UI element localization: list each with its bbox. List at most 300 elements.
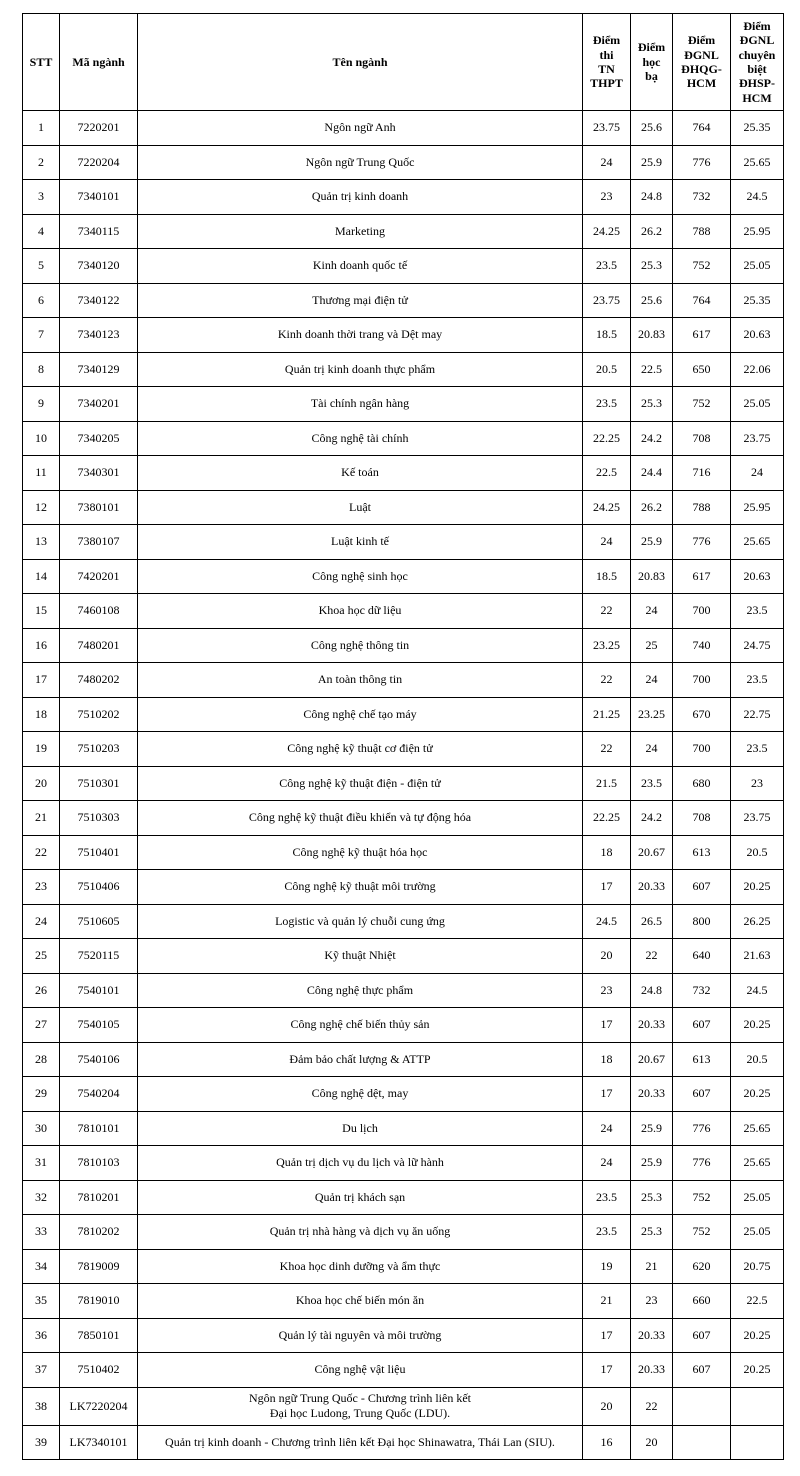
- cell-dgnl-dhsp-score: 20.5: [731, 835, 784, 870]
- admission-scores-table: [22, 13, 784, 1460]
- table-row: [23, 939, 784, 974]
- cell-dgnl-dhqg-score: 640: [673, 939, 731, 974]
- cell-dgnl-dhqg-score: 617: [673, 559, 731, 594]
- cell-name: Công nghệ sinh học: [138, 559, 583, 594]
- cell-code: 7480201: [60, 628, 138, 663]
- cell-stt: 7: [23, 318, 60, 353]
- cell-dgnl-dhqg-score: 708: [673, 421, 731, 456]
- cell-code: 7810202: [60, 1215, 138, 1250]
- cell-dgnl-dhqg-score: 660: [673, 1284, 731, 1319]
- cell-thpt-score: 20: [583, 1387, 631, 1425]
- table-row: [23, 1146, 784, 1181]
- table-row: [23, 352, 784, 387]
- cell-hocba-score: 20.33: [631, 870, 673, 905]
- cell-dgnl-dhsp-score: 25.65: [731, 525, 784, 560]
- cell-code: 7220204: [60, 145, 138, 180]
- cell-dgnl-dhqg-score: 788: [673, 214, 731, 249]
- cell-stt: 6: [23, 283, 60, 318]
- table-row: [23, 145, 784, 180]
- cell-dgnl-dhsp-score: [731, 1387, 784, 1425]
- cell-hocba-score: 25.9: [631, 1111, 673, 1146]
- cell-name-line: Đại học Ludong, Trung Quốc (LDU).: [269, 1406, 451, 1420]
- cell-hocba-score: 24: [631, 663, 673, 698]
- table-row: [23, 1042, 784, 1077]
- cell-stt: 24: [23, 904, 60, 939]
- cell-code: 7819009: [60, 1249, 138, 1284]
- cell-name: Luật: [138, 490, 583, 525]
- cell-thpt-score: 23.75: [583, 283, 631, 318]
- cell-name: Quản trị kinh doanh - Chương trình liên kết Đại học Shinawatra, Thái Lan (SIU).: [138, 1425, 583, 1460]
- cell-thpt-score: 18.5: [583, 559, 631, 594]
- cell-stt: 27: [23, 1008, 60, 1043]
- cell-stt: 29: [23, 1077, 60, 1112]
- cell-name: Công nghệ kỹ thuật điều khiển và tự động hóa: [138, 801, 583, 836]
- cell-dgnl-dhsp-score: 23.5: [731, 594, 784, 629]
- cell-stt: 8: [23, 352, 60, 387]
- table-row: [23, 870, 784, 905]
- cell-dgnl-dhqg-score: 776: [673, 1146, 731, 1181]
- cell-code: 7810103: [60, 1146, 138, 1181]
- cell-dgnl-dhqg-score: 776: [673, 145, 731, 180]
- cell-dgnl-dhsp-score: 23: [731, 766, 784, 801]
- cell-thpt-score: 24: [583, 525, 631, 560]
- cell-dgnl-dhsp-score: 21.63: [731, 939, 784, 974]
- cell-stt: 28: [23, 1042, 60, 1077]
- cell-hocba-score: 25.9: [631, 145, 673, 180]
- cell-thpt-score: 24: [583, 1146, 631, 1181]
- cell-hocba-score: 26.2: [631, 490, 673, 525]
- cell-dgnl-dhsp-score: 25.05: [731, 1215, 784, 1250]
- cell-code: 7540204: [60, 1077, 138, 1112]
- cell-code: 7340101: [60, 180, 138, 215]
- table-row: [23, 1387, 784, 1425]
- table-row: [23, 801, 784, 836]
- table-row: [23, 1180, 784, 1215]
- cell-stt: 15: [23, 594, 60, 629]
- cell-dgnl-dhsp-score: 20.25: [731, 870, 784, 905]
- cell-name: Quản trị khách sạn: [138, 1180, 583, 1215]
- cell-name: Marketing: [138, 214, 583, 249]
- cell-name: Đảm bảo chất lượng & ATTP: [138, 1042, 583, 1077]
- cell-dgnl-dhsp-score: 23.5: [731, 732, 784, 767]
- cell-stt: 9: [23, 387, 60, 422]
- table-row: [23, 1008, 784, 1043]
- table-row: [23, 628, 784, 663]
- cell-code: 7540105: [60, 1008, 138, 1043]
- table-row: [23, 1249, 784, 1284]
- cell-thpt-score: 21.25: [583, 697, 631, 732]
- cell-thpt-score: 23: [583, 180, 631, 215]
- cell-dgnl-dhqg-score: 680: [673, 766, 731, 801]
- table-row: [23, 1425, 784, 1460]
- cell-dgnl-dhqg-score: 620: [673, 1249, 731, 1284]
- cell-name: Công nghệ vật liệu: [138, 1353, 583, 1388]
- cell-dgnl-dhqg-score: 800: [673, 904, 731, 939]
- cell-name: Quản trị kinh doanh: [138, 180, 583, 215]
- cell-code: 7510301: [60, 766, 138, 801]
- table-row: [23, 1215, 784, 1250]
- header-code: Mã ngành: [60, 14, 138, 111]
- cell-code: LK7340101: [60, 1425, 138, 1460]
- cell-dgnl-dhsp-score: 25.05: [731, 1180, 784, 1215]
- cell-thpt-score: 20.5: [583, 352, 631, 387]
- cell-thpt-score: 24.25: [583, 490, 631, 525]
- table-row: [23, 559, 784, 594]
- cell-thpt-score: 23.5: [583, 249, 631, 284]
- table-row: [23, 490, 784, 525]
- cell-code: 7819010: [60, 1284, 138, 1319]
- cell-stt: 5: [23, 249, 60, 284]
- cell-thpt-score: 22.5: [583, 456, 631, 491]
- cell-dgnl-dhqg-score: 613: [673, 835, 731, 870]
- cell-hocba-score: 25.6: [631, 111, 673, 146]
- cell-stt: 12: [23, 490, 60, 525]
- cell-stt: 34: [23, 1249, 60, 1284]
- cell-code: 7510203: [60, 732, 138, 767]
- cell-dgnl-dhsp-score: 20.25: [731, 1353, 784, 1388]
- cell-name: Kỹ thuật Nhiệt: [138, 939, 583, 974]
- table-row: [23, 973, 784, 1008]
- table-header: [23, 14, 784, 111]
- cell-stt: 31: [23, 1146, 60, 1181]
- cell-thpt-score: 23.5: [583, 387, 631, 422]
- cell-dgnl-dhqg-score: 776: [673, 1111, 731, 1146]
- cell-code: 7480202: [60, 663, 138, 698]
- cell-dgnl-dhsp-score: 25.05: [731, 387, 784, 422]
- cell-name: Công nghệ thực phẩm: [138, 973, 583, 1008]
- header-hocba: Điểm học bạ: [631, 14, 673, 111]
- cell-dgnl-dhqg-score: 617: [673, 318, 731, 353]
- cell-code: 7340123: [60, 318, 138, 353]
- cell-stt: 35: [23, 1284, 60, 1319]
- cell-name: Công nghệ kỹ thuật điện - điện tử: [138, 766, 583, 801]
- cell-thpt-score: 22: [583, 732, 631, 767]
- cell-name: Công nghệ chế biến thủy sản: [138, 1008, 583, 1043]
- cell-hocba-score: 25.3: [631, 387, 673, 422]
- cell-thpt-score: 23.75: [583, 111, 631, 146]
- cell-stt: 4: [23, 214, 60, 249]
- cell-name: Công nghệ kỹ thuật môi trường: [138, 870, 583, 905]
- cell-dgnl-dhqg-score: [673, 1425, 731, 1460]
- cell-name: Tài chính ngân hàng: [138, 387, 583, 422]
- cell-name-line: Ngôn ngữ Trung Quốc - Chương trình liên kết: [248, 1391, 472, 1405]
- cell-dgnl-dhqg-score: 788: [673, 490, 731, 525]
- cell-dgnl-dhsp-score: 20.63: [731, 559, 784, 594]
- cell-dgnl-dhsp-score: 25.95: [731, 490, 784, 525]
- table-row: [23, 283, 784, 318]
- cell-stt: 23: [23, 870, 60, 905]
- cell-stt: 13: [23, 525, 60, 560]
- cell-dgnl-dhqg-score: 752: [673, 1180, 731, 1215]
- table-row: [23, 180, 784, 215]
- cell-thpt-score: 23: [583, 973, 631, 1008]
- cell-dgnl-dhsp-score: 20.63: [731, 318, 784, 353]
- cell-hocba-score: 25.3: [631, 1215, 673, 1250]
- cell-dgnl-dhqg-score: 607: [673, 1008, 731, 1043]
- cell-code: 7520115: [60, 939, 138, 974]
- cell-stt: 38: [23, 1387, 60, 1425]
- cell-code: 7340122: [60, 283, 138, 318]
- cell-dgnl-dhqg-score: 607: [673, 1318, 731, 1353]
- cell-thpt-score: 24: [583, 1111, 631, 1146]
- cell-code: 7540106: [60, 1042, 138, 1077]
- cell-dgnl-dhqg-score: 752: [673, 249, 731, 284]
- table-row: [23, 456, 784, 491]
- cell-thpt-score: 17: [583, 1077, 631, 1112]
- cell-name: Công nghệ tài chính: [138, 421, 583, 456]
- cell-stt: 11: [23, 456, 60, 491]
- cell-thpt-score: 23.25: [583, 628, 631, 663]
- cell-thpt-score: 24.5: [583, 904, 631, 939]
- cell-code: 7510202: [60, 697, 138, 732]
- cell-name: Công nghệ dệt, may: [138, 1077, 583, 1112]
- cell-dgnl-dhqg-score: 650: [673, 352, 731, 387]
- cell-code: 7460108: [60, 594, 138, 629]
- cell-name: Ngôn ngữ Anh: [138, 111, 583, 146]
- header-name: Tên ngành: [138, 14, 583, 111]
- cell-dgnl-dhsp-score: 25.65: [731, 1146, 784, 1181]
- cell-hocba-score: 20.83: [631, 559, 673, 594]
- table-row: [23, 1077, 784, 1112]
- table-row: [23, 663, 784, 698]
- table-row: [23, 732, 784, 767]
- cell-dgnl-dhsp-score: 23.5: [731, 663, 784, 698]
- table-row: [23, 111, 784, 146]
- cell-dgnl-dhqg-score: 607: [673, 870, 731, 905]
- cell-hocba-score: 24: [631, 732, 673, 767]
- table-row: [23, 1353, 784, 1388]
- cell-thpt-score: 22: [583, 663, 631, 698]
- cell-code: 7220201: [60, 111, 138, 146]
- cell-name: Công nghệ chế tạo máy: [138, 697, 583, 732]
- cell-dgnl-dhsp-score: 25.65: [731, 145, 784, 180]
- cell-code: 7810101: [60, 1111, 138, 1146]
- table-row: [23, 1111, 784, 1146]
- cell-dgnl-dhqg-score: 764: [673, 283, 731, 318]
- cell-stt: 36: [23, 1318, 60, 1353]
- cell-dgnl-dhsp-score: 24.5: [731, 180, 784, 215]
- cell-thpt-score: 22.25: [583, 801, 631, 836]
- cell-hocba-score: 23.25: [631, 697, 673, 732]
- cell-dgnl-dhsp-score: 26.25: [731, 904, 784, 939]
- cell-name: Thương mại điện tử: [138, 283, 583, 318]
- cell-dgnl-dhqg-score: 752: [673, 387, 731, 422]
- cell-dgnl-dhqg-score: 752: [673, 1215, 731, 1250]
- cell-dgnl-dhsp-score: 25.35: [731, 111, 784, 146]
- cell-stt: 19: [23, 732, 60, 767]
- cell-thpt-score: 21.5: [583, 766, 631, 801]
- cell-stt: 39: [23, 1425, 60, 1460]
- cell-hocba-score: 20.67: [631, 1042, 673, 1077]
- cell-code: 7340120: [60, 249, 138, 284]
- cell-hocba-score: 20.33: [631, 1353, 673, 1388]
- cell-hocba-score: 20.33: [631, 1008, 673, 1043]
- cell-hocba-score: 22: [631, 1387, 673, 1425]
- cell-name: Khoa học dữ liệu: [138, 594, 583, 629]
- cell-dgnl-dhqg-score: 776: [673, 525, 731, 560]
- cell-name: [138, 1387, 583, 1425]
- cell-dgnl-dhsp-score: 24: [731, 456, 784, 491]
- cell-code: 7340301: [60, 456, 138, 491]
- cell-stt: 21: [23, 801, 60, 836]
- cell-name: Ngôn ngữ Trung Quốc: [138, 145, 583, 180]
- cell-hocba-score: 25.3: [631, 249, 673, 284]
- cell-thpt-score: 24.25: [583, 214, 631, 249]
- cell-code: 7510303: [60, 801, 138, 836]
- table-row: [23, 249, 784, 284]
- table-row: [23, 318, 784, 353]
- cell-hocba-score: 22.5: [631, 352, 673, 387]
- cell-stt: 10: [23, 421, 60, 456]
- table-row: [23, 904, 784, 939]
- cell-thpt-score: 21: [583, 1284, 631, 1319]
- cell-name: Khoa học chế biến món ăn: [138, 1284, 583, 1319]
- table-row: [23, 387, 784, 422]
- cell-hocba-score: 24.8: [631, 973, 673, 1008]
- cell-hocba-score: 25.6: [631, 283, 673, 318]
- table-row: [23, 835, 784, 870]
- cell-thpt-score: 18: [583, 835, 631, 870]
- cell-hocba-score: 22: [631, 939, 673, 974]
- cell-dgnl-dhsp-score: 23.75: [731, 801, 784, 836]
- cell-dgnl-dhqg-score: 732: [673, 180, 731, 215]
- cell-dgnl-dhsp-score: 20.75: [731, 1249, 784, 1284]
- cell-thpt-score: 22: [583, 594, 631, 629]
- cell-hocba-score: 24.2: [631, 801, 673, 836]
- cell-dgnl-dhsp-score: 25.35: [731, 283, 784, 318]
- cell-hocba-score: 20.83: [631, 318, 673, 353]
- cell-dgnl-dhsp-score: 20.25: [731, 1318, 784, 1353]
- cell-hocba-score: 25: [631, 628, 673, 663]
- cell-thpt-score: 23.5: [583, 1215, 631, 1250]
- cell-stt: 30: [23, 1111, 60, 1146]
- cell-thpt-score: 17: [583, 1353, 631, 1388]
- cell-hocba-score: 24.4: [631, 456, 673, 491]
- cell-code: 7340201: [60, 387, 138, 422]
- cell-thpt-score: 17: [583, 1318, 631, 1353]
- cell-dgnl-dhsp-score: 25.65: [731, 1111, 784, 1146]
- cell-dgnl-dhsp-score: 20.25: [731, 1077, 784, 1112]
- cell-name: Kinh doanh thời trang và Dệt may: [138, 318, 583, 353]
- cell-dgnl-dhqg-score: 708: [673, 801, 731, 836]
- cell-name: An toàn thông tin: [138, 663, 583, 698]
- cell-thpt-score: 17: [583, 870, 631, 905]
- cell-name: Công nghệ thông tin: [138, 628, 583, 663]
- cell-stt: 33: [23, 1215, 60, 1250]
- cell-name: Kế toán: [138, 456, 583, 491]
- cell-hocba-score: 24.2: [631, 421, 673, 456]
- cell-stt: 14: [23, 559, 60, 594]
- table-body: [23, 111, 784, 1460]
- cell-dgnl-dhsp-score: 20.25: [731, 1008, 784, 1043]
- cell-thpt-score: 18: [583, 1042, 631, 1077]
- cell-thpt-score: 19: [583, 1249, 631, 1284]
- cell-name: Khoa học dinh dưỡng và ẩm thực: [138, 1249, 583, 1284]
- cell-thpt-score: 17: [583, 1008, 631, 1043]
- cell-code: 7510402: [60, 1353, 138, 1388]
- table-row: [23, 421, 784, 456]
- cell-dgnl-dhsp-score: 22.5: [731, 1284, 784, 1319]
- cell-dgnl-dhqg-score: 700: [673, 663, 731, 698]
- cell-stt: 17: [23, 663, 60, 698]
- cell-thpt-score: 24: [583, 145, 631, 180]
- cell-stt: 16: [23, 628, 60, 663]
- cell-name: Du lịch: [138, 1111, 583, 1146]
- cell-hocba-score: 25.9: [631, 1146, 673, 1181]
- header-thpt: Điểm thi TN THPT: [583, 14, 631, 111]
- cell-dgnl-dhqg-score: 613: [673, 1042, 731, 1077]
- cell-code: 7340129: [60, 352, 138, 387]
- cell-dgnl-dhsp-score: 25.95: [731, 214, 784, 249]
- cell-code: 7420201: [60, 559, 138, 594]
- cell-name: Kinh doanh quốc tế: [138, 249, 583, 284]
- table-row: [23, 1284, 784, 1319]
- cell-thpt-score: 22.25: [583, 421, 631, 456]
- cell-dgnl-dhqg-score: 700: [673, 732, 731, 767]
- cell-stt: 18: [23, 697, 60, 732]
- cell-hocba-score: 20.67: [631, 835, 673, 870]
- cell-hocba-score: 26.2: [631, 214, 673, 249]
- cell-stt: 37: [23, 1353, 60, 1388]
- cell-dgnl-dhsp-score: 22.75: [731, 697, 784, 732]
- cell-hocba-score: 25.9: [631, 525, 673, 560]
- cell-dgnl-dhqg-score: 732: [673, 973, 731, 1008]
- cell-dgnl-dhqg-score: [673, 1387, 731, 1425]
- cell-code: 7540101: [60, 973, 138, 1008]
- cell-stt: 20: [23, 766, 60, 801]
- cell-hocba-score: 20.33: [631, 1318, 673, 1353]
- cell-name: Công nghệ kỹ thuật hóa học: [138, 835, 583, 870]
- cell-stt: 25: [23, 939, 60, 974]
- cell-dgnl-dhqg-score: 716: [673, 456, 731, 491]
- header-dgnl-dhsp-hcm: Điểm ĐGNL chuyên biệt ĐHSP- HCM: [731, 14, 784, 111]
- table-row: [23, 214, 784, 249]
- cell-dgnl-dhsp-score: 24.75: [731, 628, 784, 663]
- header-dgnl-dhqg-hcm: Điểm ĐGNL ĐHQG- HCM: [673, 14, 731, 111]
- table-row: [23, 525, 784, 560]
- cell-thpt-score: 20: [583, 939, 631, 974]
- cell-stt: 1: [23, 111, 60, 146]
- cell-code: 7510401: [60, 835, 138, 870]
- cell-dgnl-dhqg-score: 700: [673, 594, 731, 629]
- cell-dgnl-dhqg-score: 607: [673, 1353, 731, 1388]
- cell-dgnl-dhsp-score: [731, 1425, 784, 1460]
- cell-dgnl-dhsp-score: 20.5: [731, 1042, 784, 1077]
- cell-hocba-score: 26.5: [631, 904, 673, 939]
- cell-stt: 26: [23, 973, 60, 1008]
- cell-code: 7340205: [60, 421, 138, 456]
- cell-hocba-score: 23.5: [631, 766, 673, 801]
- cell-hocba-score: 20.33: [631, 1077, 673, 1112]
- cell-stt: 22: [23, 835, 60, 870]
- cell-name: Quản trị nhà hàng và dịch vụ ăn uống: [138, 1215, 583, 1250]
- table-row: [23, 594, 784, 629]
- cell-code: 7850101: [60, 1318, 138, 1353]
- cell-name: Quản trị dịch vụ du lịch và lữ hành: [138, 1146, 583, 1181]
- cell-dgnl-dhqg-score: 740: [673, 628, 731, 663]
- cell-code: 7340115: [60, 214, 138, 249]
- cell-hocba-score: 24: [631, 594, 673, 629]
- cell-hocba-score: 20: [631, 1425, 673, 1460]
- cell-stt: 2: [23, 145, 60, 180]
- cell-dgnl-dhqg-score: 764: [673, 111, 731, 146]
- cell-thpt-score: 18.5: [583, 318, 631, 353]
- cell-code: 7380101: [60, 490, 138, 525]
- cell-dgnl-dhsp-score: 24.5: [731, 973, 784, 1008]
- cell-dgnl-dhqg-score: 670: [673, 697, 731, 732]
- cell-thpt-score: 16: [583, 1425, 631, 1460]
- cell-name: Quản lý tài nguyên và môi trường: [138, 1318, 583, 1353]
